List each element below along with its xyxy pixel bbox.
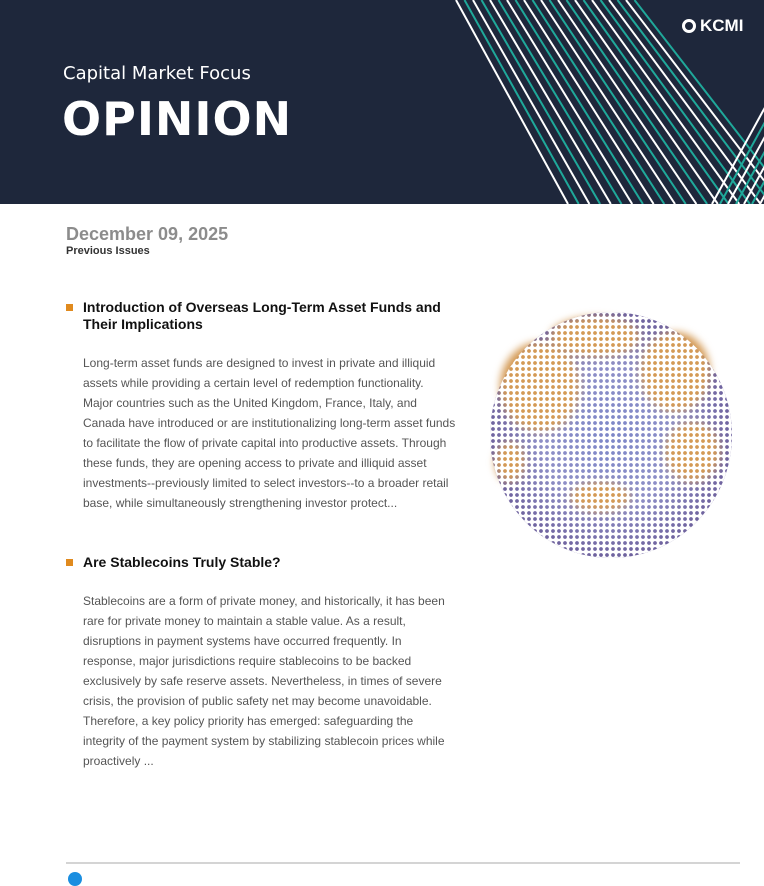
issue-date: December 09, 2025 xyxy=(66,224,228,245)
logo-icon xyxy=(682,19,696,33)
stripe-line xyxy=(473,0,589,204)
previous-issues-link[interactable]: Previous Issues xyxy=(66,245,150,257)
kcmi-logo[interactable] xyxy=(682,16,743,36)
article-summary: Stablecoins are a form of private money, and historically, it has been rare for private money to maintain a stable value. As a result, disruptions in payment systems have occurred frequently. In response, major jurisdictions require stablecoins to be backed exclusively by safe reserve assets. Nevertheless, in times of severe crisis, the provision of public safety net may become unavoidable. Therefore, a key policy priority has emerged: safeguarding the integrity of the payment system by stabilizing stablecoin prices while proactively ... xyxy=(83,591,456,771)
bullet-square-icon xyxy=(66,304,73,311)
footer-divider xyxy=(66,862,740,864)
article-title-link[interactable] xyxy=(66,299,456,333)
footer-logo-icon xyxy=(68,872,82,886)
article-title[interactable]: Are Stablecoins Truly Stable? xyxy=(83,554,281,570)
globe-illustration xyxy=(490,312,732,558)
article-title[interactable]: Introduction of Overseas Long-Term Asset Funds and Their Implications xyxy=(83,299,441,332)
bullet-square-icon xyxy=(66,559,73,566)
stripe-line xyxy=(482,0,601,204)
article-1 xyxy=(66,299,456,513)
header-banner xyxy=(0,0,764,204)
series-subtitle: Capital Market Focus xyxy=(63,63,251,84)
article-title-link[interactable] xyxy=(66,554,456,571)
page-title: OPINION xyxy=(62,92,292,146)
article-2 xyxy=(66,554,456,771)
logo-text: KCMI xyxy=(700,16,743,36)
article-summary: Long-term asset funds are designed to invest in private and illiquid assets while providing a certain level of redemption functionality. Major countries such as the United Kingdom, France, Italy, and Canada have introduced or are institutionalizing long-term asset funds to facilitate the flow of private capital into productive assets. Through these funds, they are opening access to private and illiquid asset investments--previously limited to select investors--to a broader retail base, while simultaneously strengthening investor protect... xyxy=(83,353,456,513)
stripe-line xyxy=(736,80,764,204)
